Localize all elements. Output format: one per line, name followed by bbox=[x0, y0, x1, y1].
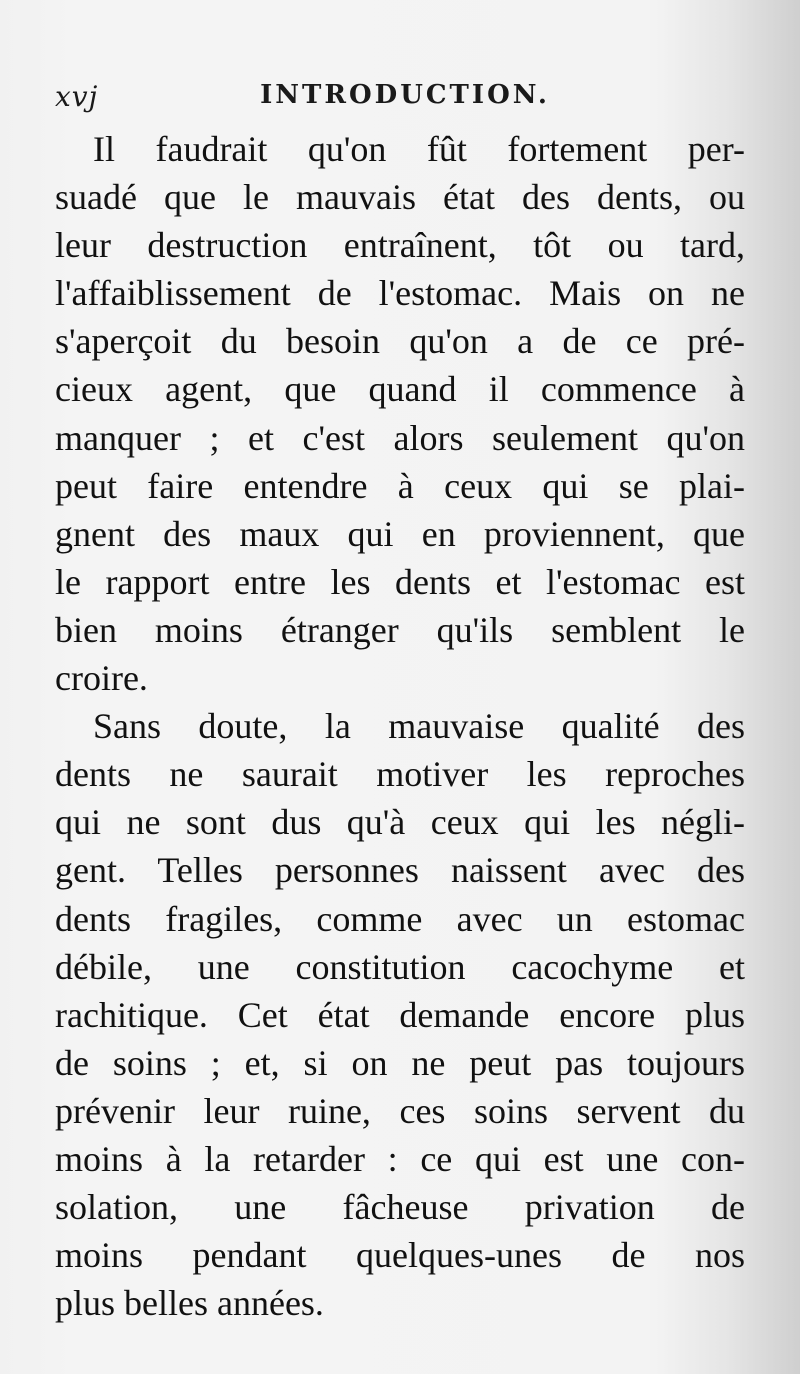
text-line: gnent des maux qui en proviennent, que bbox=[55, 513, 745, 554]
text-line: plus belles années. bbox=[55, 1283, 324, 1324]
text-line: solation, une fâcheuse privation de bbox=[55, 1187, 745, 1228]
text-line: s'aperçoit du besoin qu'on a de ce pré- bbox=[55, 321, 745, 362]
paragraph-1 bbox=[55, 125, 745, 702]
text-line: Sans doute, la mauvaise qualité des bbox=[93, 706, 745, 747]
text-line: Il faudrait qu'on fût fortement per- bbox=[93, 129, 745, 169]
text-line: qui ne sont dus qu'à ceux qui les négli- bbox=[55, 802, 745, 843]
page-number: xvj bbox=[55, 80, 99, 113]
paragraph-2 bbox=[55, 702, 745, 1327]
text-line: croire. bbox=[55, 658, 148, 699]
text-line: débile, une constitution cacochyme et bbox=[55, 946, 745, 987]
body-text bbox=[55, 125, 745, 1327]
text-line: leur destruction entraînent, tôt ou tard, bbox=[55, 225, 745, 266]
running-head bbox=[55, 80, 745, 120]
text-line: moins à la retarder : ce qui est une con- bbox=[55, 1138, 745, 1179]
text-line: gent. Telles personnes naissent avec des bbox=[55, 850, 745, 891]
text-line: peut faire entendre à ceux qui se plai- bbox=[55, 465, 745, 506]
text-line: le rapport entre les dents et l'estomac est bbox=[55, 561, 745, 602]
text-line: l'affaiblissement de l'estomac. Mais on ne bbox=[55, 273, 745, 314]
text-line: manquer ; et c'est alors seulement qu'on bbox=[55, 417, 745, 458]
text-line: bien moins étranger qu'ils semblent le bbox=[55, 609, 745, 650]
section-title: INTRODUCTION. bbox=[260, 80, 550, 110]
text-line: de soins ; et, si on ne peut pas toujours bbox=[55, 1042, 745, 1083]
text-line: moins pendant quelques-unes de nos bbox=[55, 1235, 745, 1276]
text-line: dents ne saurait motiver les reproches bbox=[55, 754, 745, 795]
text-line: suadé que le mauvais état des dents, ou bbox=[55, 177, 745, 218]
text-line: prévenir leur ruine, ces soins servent du bbox=[55, 1090, 745, 1131]
text-line: dents fragiles, comme avec un estomac bbox=[55, 898, 745, 939]
text-line: cieux agent, que quand il commence à bbox=[55, 369, 745, 410]
text-line: rachitique. Cet état demande encore plus bbox=[55, 994, 745, 1035]
